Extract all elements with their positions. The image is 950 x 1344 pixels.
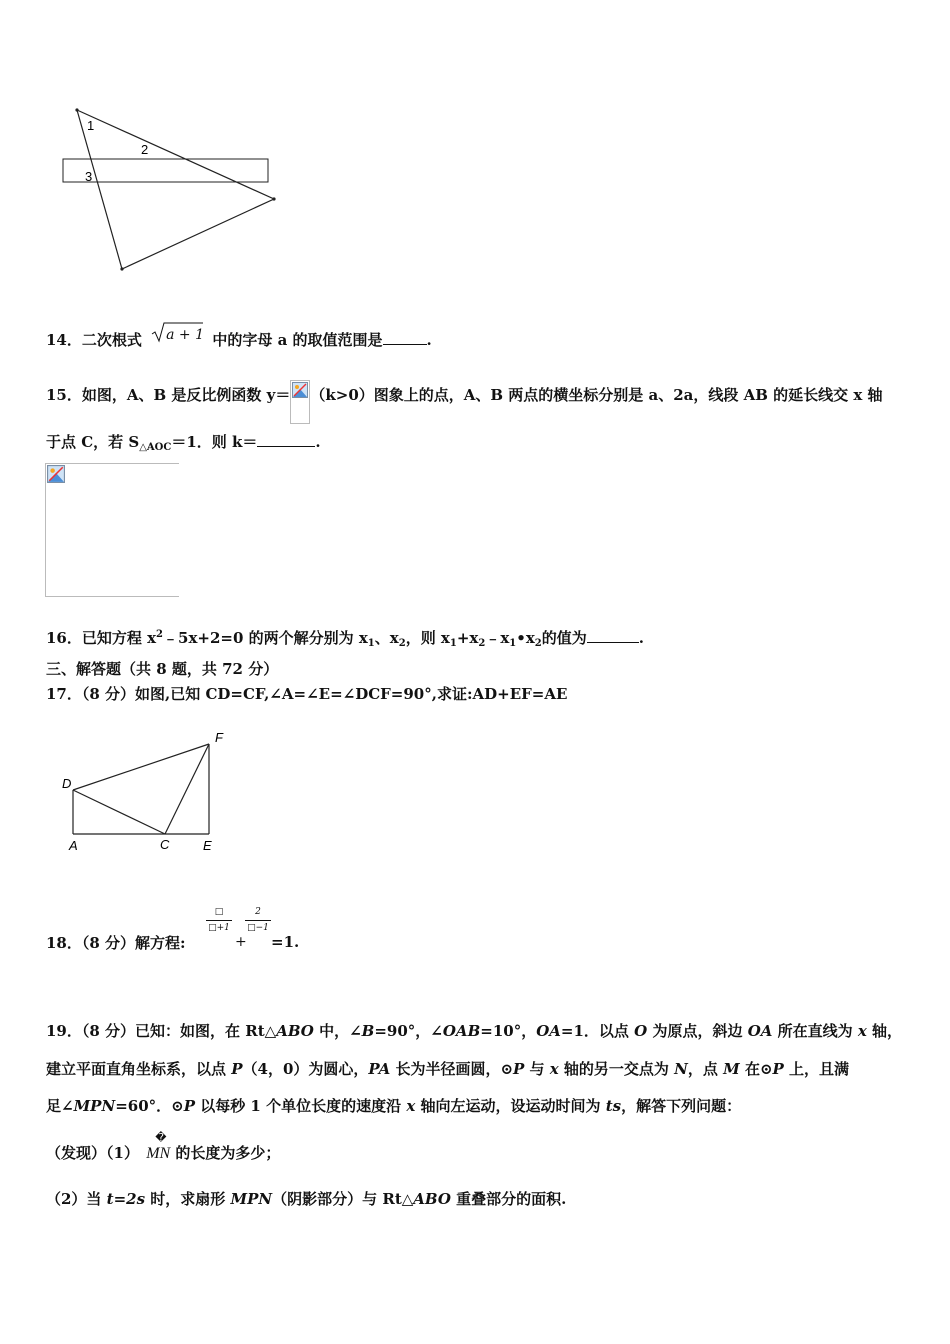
radicand: a + 1 — [166, 327, 204, 343]
question-17: 17．（8 分）如图,已知 CD=CF,∠A=∠E=∠DCF=90°,求证:AD+EF=AE — [46, 685, 568, 703]
radical-expression — [151, 324, 203, 345]
question-15-line-2: 于点 C，若 $S_{\triangle AOC}=1$．则 k＝ . — [46, 433, 321, 453]
equation-rhs: =1. — [271, 933, 300, 951]
fraction-1: □ □+1 — [206, 907, 232, 934]
question-16: 16．已知方程 $x^2﹣5x+2=0$ 的两个解分别为 $x_1$、$x_2$，则 $x_1+x_2﹣x_1•x_2$的值为 . — [46, 629, 644, 649]
section-heading: 三、解答题（共 8 题，共 72 分） — [46, 660, 279, 678]
question-19-line-2: 建立平面直角坐标系，以点 P（4，0）为圆心，PA 长为半径画圆，⊙P 与 x 轴的另一交点为 N，点 M 在⊙P 上，且满 — [46, 1060, 850, 1078]
question-19-part-1: （发现）（1） � MN 的长度为多少； — [46, 1143, 280, 1164]
plus-sign: + — [235, 934, 247, 950]
question-19-part-2: （2）当 t=2s 时，求扇形 MPN（阴影部分）与 Rt△ABO 重叠部分的面积. — [46, 1190, 567, 1208]
question-15-line-1: 15．如图，A、B 是反比例函数 y＝ （k>0）图象上的点，A、B 两点的横坐标分别是 a、2a，线段 AB 的延长线交 x 轴 — [46, 380, 883, 424]
point-label-A: A — [69, 838, 78, 853]
question-19-line-1: 19．（8 分）已知：如图，在 Rt△ABO 中，∠B=90°，∠OAB=10°，OA=1．以点 O 为原点，斜边 OA 所在直线为 x 轴， — [46, 1022, 903, 1040]
question-18: 18．（8 分）解方程: — [46, 934, 186, 952]
broken-formula-image — [290, 380, 310, 424]
image-placeholder-icon — [292, 382, 308, 398]
fraction-2: 2 □−1 — [245, 907, 271, 934]
arc-mark: � — [155, 1132, 167, 1144]
answer-blank — [383, 330, 427, 345]
angle-label-3: 3 — [85, 169, 93, 184]
angle-label-1: 1 — [87, 118, 95, 133]
answer-blank — [257, 432, 315, 447]
angle-label-2: 2 — [141, 142, 149, 157]
point-label-D: D — [62, 776, 72, 791]
point-label-E: E — [203, 838, 212, 853]
broken-figure-image — [45, 463, 179, 597]
image-placeholder-icon — [47, 465, 65, 483]
point-label-C: C — [160, 837, 170, 852]
figure-triangle-parallel-lines — [55, 100, 285, 280]
question-14: 14．二次根式 a + 1 中的字母 a 的取值范围是 . — [46, 324, 432, 350]
question-19-line-3: 足∠MPN=60°．⊙P 以每秒 1 个单位长度的速度沿 x 轴向左运动，设运动时间为 ts，解答下列问题： — [46, 1097, 742, 1115]
answer-blank — [587, 628, 639, 643]
triangle — [77, 110, 274, 269]
point-label-F: F — [215, 730, 223, 745]
figure-q17 — [55, 728, 235, 858]
arc-mn: � MN — [146, 1144, 170, 1164]
